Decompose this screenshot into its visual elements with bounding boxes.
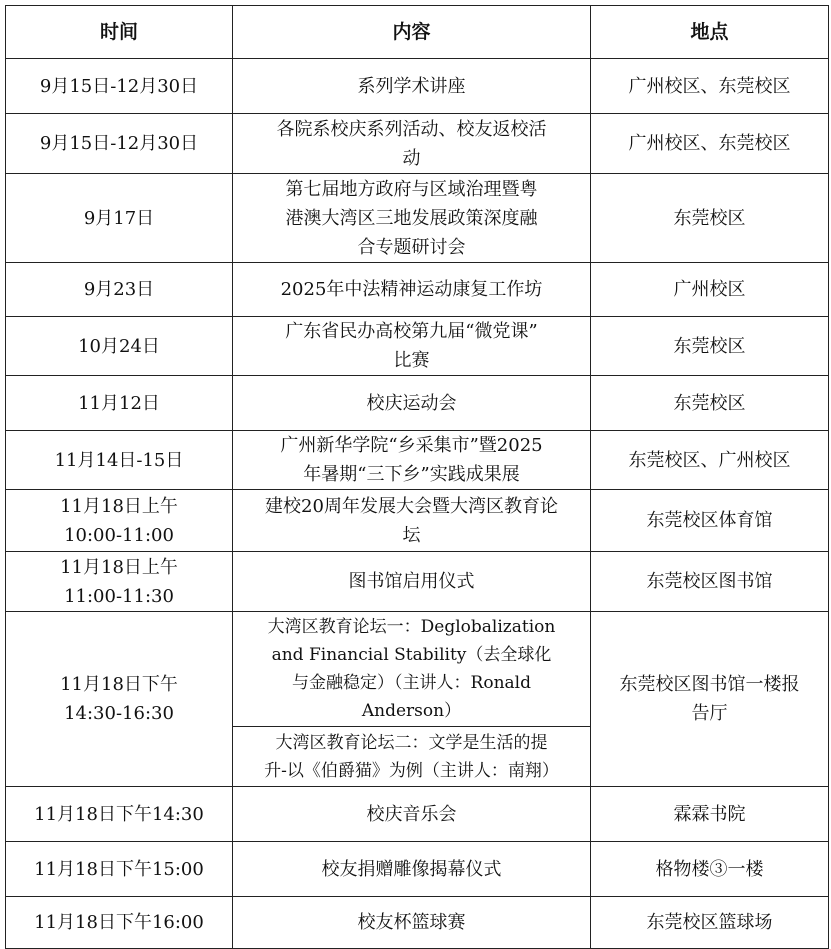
cell-location: 东莞校区: [591, 174, 829, 263]
cell-location: 东莞校区: [591, 376, 829, 431]
cell-time: 11月18日下午15:00: [6, 842, 233, 897]
table-row: [6, 317, 829, 376]
table-row: [6, 431, 829, 490]
cell-content: 2025年中法精神运动康复工作坊: [233, 263, 591, 317]
cell-content: 系列学术讲座: [233, 59, 591, 114]
cell-location: 东莞校区图书馆: [591, 552, 829, 612]
cell-time: 10月24日: [6, 317, 233, 376]
cell-time: 11月18日上午 11:00-11:30: [6, 552, 233, 612]
cell-time: 11月18日下午 14:30-16:30: [6, 612, 233, 787]
cell-time: 9月15日-12月30日: [6, 59, 233, 114]
cell-location: 广州校区、东莞校区: [591, 59, 829, 114]
header-row: [6, 6, 829, 59]
cell-time: 9月23日: [6, 263, 233, 317]
cell-content: 第七届地方政府与区域治理暨粤 港澳大湾区三地发展政策深度融 合专题研讨会: [233, 174, 591, 263]
table-row: [6, 376, 829, 431]
cell-time: 9月17日: [6, 174, 233, 263]
cell-location: 广州校区、东莞校区: [591, 114, 829, 174]
cell-content: 校友捐赠雕像揭幕仪式: [233, 842, 591, 897]
cell-time: 11月18日下午14:30: [6, 787, 233, 842]
cell-content-forum-1: 大湾区教育论坛一：Deglobalization and Financial Stability（去全球化 与金融稳定）（主讲人：Ronald Anderson）: [233, 612, 591, 727]
cell-content: 建校20周年发展大会暨大湾区教育论 坛: [233, 490, 591, 552]
table-row: [6, 787, 829, 842]
cell-location: 广州校区: [591, 263, 829, 317]
cell-time: 11月18日下午16:00: [6, 897, 233, 949]
cell-location: 东莞校区篮球场: [591, 897, 829, 949]
cell-time: 11月14日-15日: [6, 431, 233, 490]
cell-content: 校友杯篮球赛: [233, 897, 591, 949]
cell-content: 广东省民办高校第九届“微党课” 比赛: [233, 317, 591, 376]
cell-location: 东莞校区体育馆: [591, 490, 829, 552]
table-row-forum: [6, 612, 829, 727]
cell-content: 各院系校庆系列活动、校友返校活 动: [233, 114, 591, 174]
header-location: 地点: [591, 6, 829, 59]
cell-time: 11月12日: [6, 376, 233, 431]
table-row: [6, 114, 829, 174]
table-row: [6, 897, 829, 949]
cell-location: 东莞校区图书馆一楼报 告厅: [591, 612, 829, 787]
table-row: [6, 552, 829, 612]
table-row: [6, 263, 829, 317]
table-row: [6, 490, 829, 552]
cell-location: 霖霖书院: [591, 787, 829, 842]
cell-content: 广州新华学院“乡采集市”暨2025 年暑期“三下乡”实践成果展: [233, 431, 591, 490]
header-content: 内容: [233, 6, 591, 59]
cell-location: 东莞校区: [591, 317, 829, 376]
cell-location: 格物楼③一楼: [591, 842, 829, 897]
cell-content: 图书馆启用仪式: [233, 552, 591, 612]
cell-time: 9月15日-12月30日: [6, 114, 233, 174]
cell-content-forum-2: 大湾区教育论坛二：文学是生活的提 升-以《伯爵猫》为例（主讲人：南翔）: [233, 727, 591, 787]
table-row: [6, 842, 829, 897]
schedule-table: [5, 5, 829, 949]
cell-time: 11月18日上午 10:00-11:00: [6, 490, 233, 552]
table-row: [6, 174, 829, 263]
header-time: 时间: [6, 6, 233, 59]
cell-location: 东莞校区、广州校区: [591, 431, 829, 490]
cell-content: 校庆音乐会: [233, 787, 591, 842]
cell-content: 校庆运动会: [233, 376, 591, 431]
table-row: [6, 59, 829, 114]
